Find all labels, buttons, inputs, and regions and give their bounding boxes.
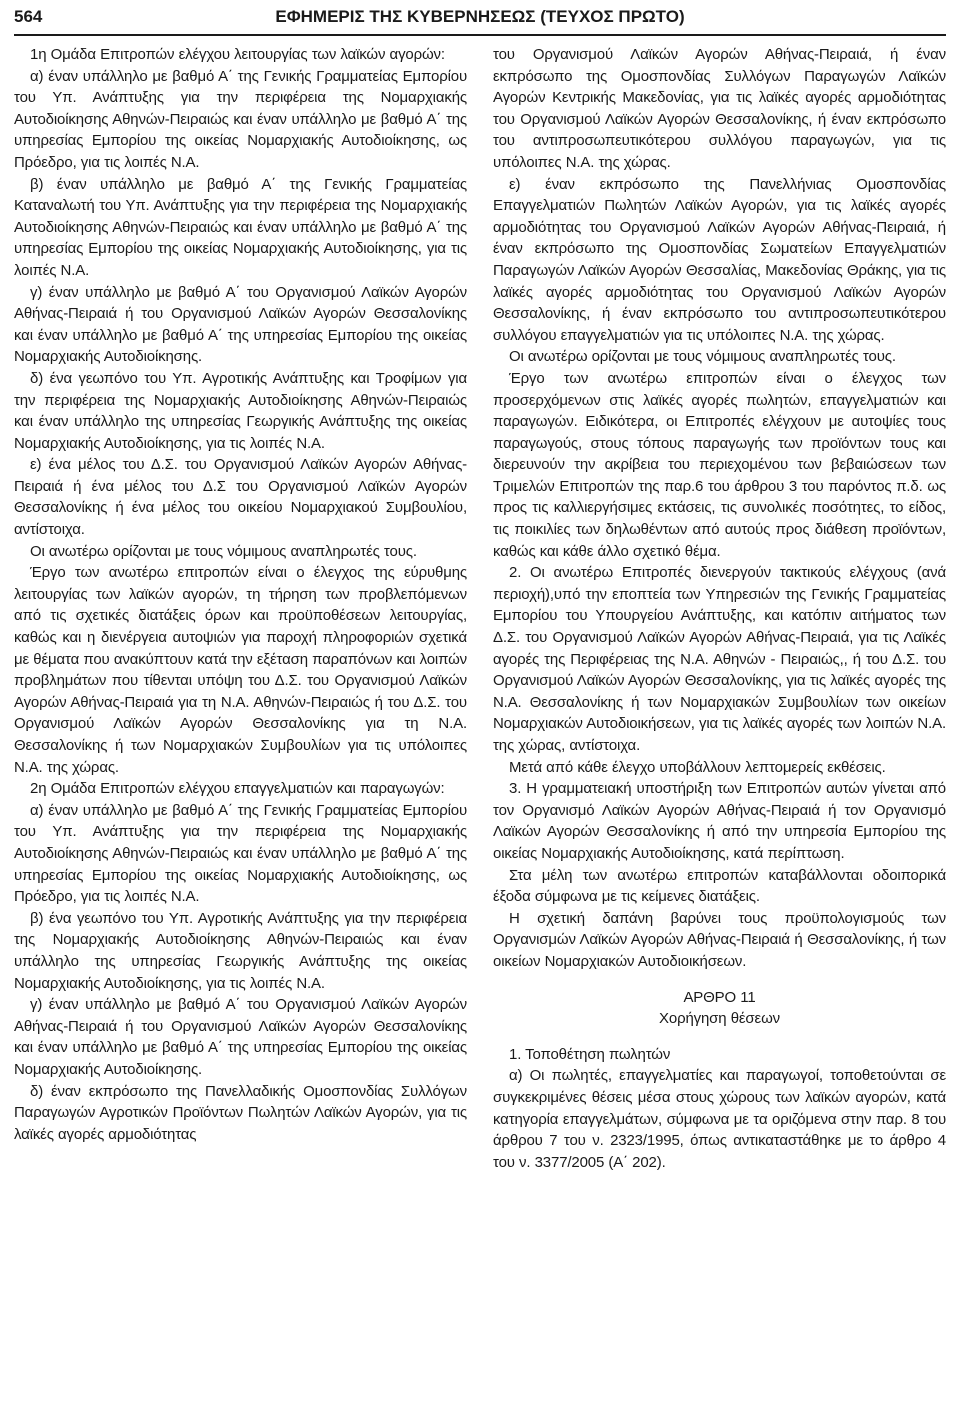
header-rule: [14, 34, 946, 36]
article-subtitle: Χορήγηση θέσεων: [659, 1010, 780, 1028]
article-item-title: 1. Τοποθέτηση πωλητών: [509, 1045, 671, 1063]
paragraph: γ) έναν υπάλληλο με βαθμό Α΄ του Οργανισμού Λαϊκών Αγορών Αθήνας-Πειραιά ή του Οργανισμού Λαϊκών Αγορών Θεσσαλονίκης και έναν υπάλληλο με βαθμό Α΄ της υπηρεσίας Εμπορίου της οικείας Νομαρχιακής Αυτοδιοίκησης.: [14, 996, 467, 1078]
paragraph: Έργο των ανωτέρω επιτροπών είναι ο έλεγχος των προσερχόμενων στις λαϊκές αγορές πωλητών, επαγγελματιών και παραγωγών. Ειδικότερα, οι Επιτροπές ελέγχουν με αυτοψίες τους παραγωγούς, στους τόπους παραγωγής των προϊόντων τους και διερευνούν την ακρίβεια του περιεχομένου των βεβαιώσεων των Τριμελών Επιτροπών της παρ.6 του άρθρου 3 του παρόντος π.δ. ως προς τις καλλιεργήσιμες εκτάσεις, τις συνολικές ποσότητες, το είδος, τις ποικιλίες των δηλωθέντων από αυτούς προς διάθεση προϊόντων, καθώς και κάθε άλλο σχετικό θέμα.: [493, 369, 946, 560]
paragraph: Στα μέλη των ανωτέρω επιτροπών καταβάλλονται οδοιπορικά έξοδα σύμφωνα με τις κείμενες διατάξεις.: [493, 866, 946, 906]
paragraph: δ) ένα γεωπόνο του Υπ. Αγροτικής Ανάπτυξης και Τροφίμων για την περιφέρεια της Νομαρχιακής Αυτοδιοίκησης Αθηνών-Πειραιώς και έναν υπάλληλο της υπηρεσίας Γεωργικής Ανάπτυξης της οικείας Νομαρχιακής Αυτοδιοίκησης, για τις λοιπές Ν.Α.: [14, 369, 467, 452]
paragraph: Οι ανωτέρω ορίζονται με τους νόμιμους αναπληρωτές τους.: [30, 542, 417, 560]
paragraph: 1η Ομάδα Επιτροπών ελέγχου λειτουργίας των λαϊκών αγορών:: [30, 46, 445, 63]
paragraph: β) ένα γεωπόνο του Υπ. Αγροτικής Ανάπτυξης για την περιφέρεια της Νομαρχιακής Αυτοδιοίκησης Αθηνών-Πειραιώς και έναν υπάλληλο της υπηρεσίας Γεωργικής Ανάπτυξης της οικείας Νομαρχιακής Αυτοδιοίκησης, για τις λοιπές Ν.Α.: [14, 909, 467, 992]
page-number: 564: [14, 7, 43, 26]
gazette-title: ΕΦΗΜΕΡΙΣ ΤΗΣ ΚΥΒΕΡΝΗΣΕΩΣ (ΤΕΥΧΟΣ ΠΡΩΤΟ): [275, 7, 685, 26]
paragraph: β) έναν υπάλληλο με βαθμό Α΄ της Γενικής Γραμματείας Καταναλωτή του Υπ. Ανάπτυξης για την περιφέρεια της Νομαρχιακής Αυτοδιοίκησης Αθηνών-Πειραιώς και έναν υπάλληλο με βαθμό Α΄ της υπηρεσίας Εμπορίου της οικείας Νομαρχιακής Αυτοδιοίκησης, για τις λοιπές Ν.Α.: [14, 175, 467, 279]
paragraph: ε) ένα μέλος του Δ.Σ. του Οργανισμού Λαϊκών Αγορών Αθήνας-Πειραιά ή ένα μέλος του Δ.Σ του Οργανισμού Λαϊκών Αγορών Θεσσαλονίκης ή ένα μέλος του οικείου Νομαρχιακού Συμβουλίου, αντίστοιχα.: [14, 456, 467, 539]
page-header: [14, 2, 946, 32]
paragraph: 2η Ομάδα Επιτροπών ελέγχου επαγγελματιών και παραγωγών:: [30, 780, 445, 798]
left-column: [14, 44, 467, 1145]
paragraph: 3. Η γραμματειακή υποστήριξη των Επιτροπών αυτών γίνεται από τον Οργανισμό Λαϊκών Αγορών Αθήνας-Πειραιά ή τον Οργανισμό Λαϊκών Αγορών Θεσσαλονίκης ή από την υπηρεσία Εμπορίου της οικείας Νομαρχιακής Αυτοδιοίκησης, κατά περίπτωση.: [493, 780, 946, 862]
paragraph: Οι ανωτέρω ορίζονται με τους νόμιμους αναπληρωτές τους.: [509, 348, 896, 366]
paragraph: δ) έναν εκπρόσωπο της Πανελλαδικής Ομοσπονδίας Συλλόγων Παραγωγών Αγροτικών Προϊόντων Πωλητών Λαϊκών Αγορών, για τις λαϊκές αγορές αρμοδιότητας: [14, 1082, 467, 1143]
paragraph: ε) έναν εκπρόσωπο της Πανελλήνιας Ομοσπονδίας Επαγγελματιών Πωλητών Λαϊκών Αγορών, για τις λαϊκές αγορές αρμοδιότητας του Οργανισμού Λαϊκών Αγορών Αθήνας-Πειραιά, ή έναν εκπρόσωπο της Ομοσπονδίας Σωματείων Επαγγελματιών Παραγωγών Λαϊκών Αγορών Θεσσαλίας, Μακεδονίας Θράκης, για τις λαϊκές αγορές αρμοδιότητας του Οργανισμού Λαϊκών Αγορών Θεσσαλονίκης, ή έναν εκπρόσωπο του αντιπροσωπευτικότερου συλλόγου επαγγελματιών για τις υπόλοιπες Ν.Α. της χώρας.: [493, 175, 946, 344]
paragraph: 2. Οι ανωτέρω Επιτροπές διενεργούν τακτικούς ελέγχους (ανά περιοχή),υπό την εποπτεία των Υπηρεσιών της Γενικής Γραμματείας Εμπορίου του Υπουργείου Ανάπτυξης, και κατόπιν αιτήματος των Δ.Σ. του Οργανισμού Λαϊκών Αγορών Αθήνας-Πειραιά, για τις Λαϊκές αγορές της Περιφέρειας της Ν.Α. Αθηνών - Πειραιώς,, ή του Δ.Σ. του Οργανισμού Λαϊκών Αγορών Θεσσαλονίκης, για τις λαϊκές αγορές της Ν.Α. Θεσσαλονίκης ή των Νομαρχιακών Συμβουλίων των οικείων Νομαρχιακών Αυτοδιοικήσεων, για τις λαϊκές αγορές των λοιπών Ν.Α. της χώρας, αντίστοιχα.: [493, 564, 946, 754]
paragraph: Μετά από κάθε έλεγχο υποβάλλουν λεπτομερείς εκθέσεις.: [509, 758, 886, 776]
paragraph: Η σχετική δαπάνη βαρύνει τους προϋπολογισμούς των Οργανισμών Λαϊκών Αγορών Αθήνας-Πειραιά ή Θεσσαλονίκης, ή των οικείων Νομαρχιακών Αυτοδιοικήσεων.: [493, 909, 946, 970]
article-heading: ΑΡΘΡΟ 11: [683, 988, 756, 1006]
right-column: [493, 44, 946, 1173]
paragraph: α) έναν υπάλληλο με βαθμό Α΄ της Γενικής Γραμματείας Εμπορίου του Υπ. Ανάπτυξης για την περιφέρεια της Νομαρχιακής Αυτοδιοίκησης Αθηνών-Πειραιώς και έναν υπάλληλο με βαθμό Α΄ της υπηρεσίας Εμπορίου της οικείας Νομαρχιακής Αυτοδιοίκησης, ως Πρόεδρο, για τις λοιπές Ν.Α.: [14, 801, 467, 906]
paragraph: α) Οι πωλητές, επαγγελματίες και παραγωγοί, τοποθετούνται σε συγκεκριμένες θέσεις μέσα στους χώρους των λαϊκών αγορών, κατά κατηγορία επαγγελμάτων, σύμφωνα με τα οριζόμενα στην παρ. 8 του άρθρου 7 του ν. 2323/1995, όπως αντικαταστάθηκε με το άρθρο 4 του ν. 3377/2005 (Α΄ 202).: [493, 1067, 946, 1171]
paragraph: Έργο των ανωτέρω επιτροπών είναι ο έλεγχος της εύρυθμης λειτουργίας των λαϊκών αγορών, τη τήρηση των προβλεπόμενων από τις σχετικές διατάξεις όρων και προϋποθέσεων λειτουργίας, καθώς και η διενέργεια αυτοψιών για παροχή πληροφοριών σχετικά με θέματα που ανακύπτουν κατά την εξέταση παραπόνων και λοιπών προβλημάτων που τίθενται υπόψη του Δ.Σ. του Οργανισμού Λαϊκών Αγορών Αθήνας-Πειραιά για τη Ν.Α. Αθηνών-Πειραιώς ή του Δ.Σ. του Οργανισμού Λαϊκών Αγορών Θεσσαλονίκης για τη Ν.Α. Θεσσαλονίκης ή των Νομαρχιακών Συμβουλίων για τις υπόλοιπες Ν.Α. της χώρας.: [14, 564, 467, 776]
paragraph: α) έναν υπάλληλο με βαθμό Α΄ της Γενικής Γραμματείας Εμπορίου του Υπ. Ανάπτυξης για την περιφέρεια της Νομαρχιακής Αυτοδιοίκησης Αθηνών-Πειραιώς και έναν υπάλληλο με βαθμό Α΄ της υπηρεσίας Εμπορίου της οικείας Νομαρχιακής Αυτοδιοίκησης, ως Πρόεδρο, για τις λοιπές Ν.Α.: [14, 67, 467, 171]
paragraph: του Οργανισμού Λαϊκών Αγορών Αθήνας-Πειραιά, ή έναν εκπρόσωπο της Ομοσπονδίας Συλλόγων Παραγωγών Λαϊκών Αγορών Κεντρικής Μακεδονίας, για τις λαϊκές αγορές αρμοδιότητας του Οργανισμού Λαϊκών Αγορών Θεσσαλονίκης, ή έναν εκπρόσωπο του αντιπροσωπευτικότερου συλλόγου παραγωγών, για τις υπόλοιπες Ν.Α. της χώρας.: [493, 46, 946, 171]
paragraph: γ) έναν υπάλληλο με βαθμό Α΄ του Οργανισμού Λαϊκών Αγορών Αθήνας-Πειραιά ή του Οργανισμού Λαϊκών Αγορών Θεσσαλονίκης και έναν υπάλληλο με βαθμό Α΄ της υπηρεσίας Εμπορίου της οικείας Νομαρχιακής Αυτοδιοίκησης.: [14, 283, 467, 366]
